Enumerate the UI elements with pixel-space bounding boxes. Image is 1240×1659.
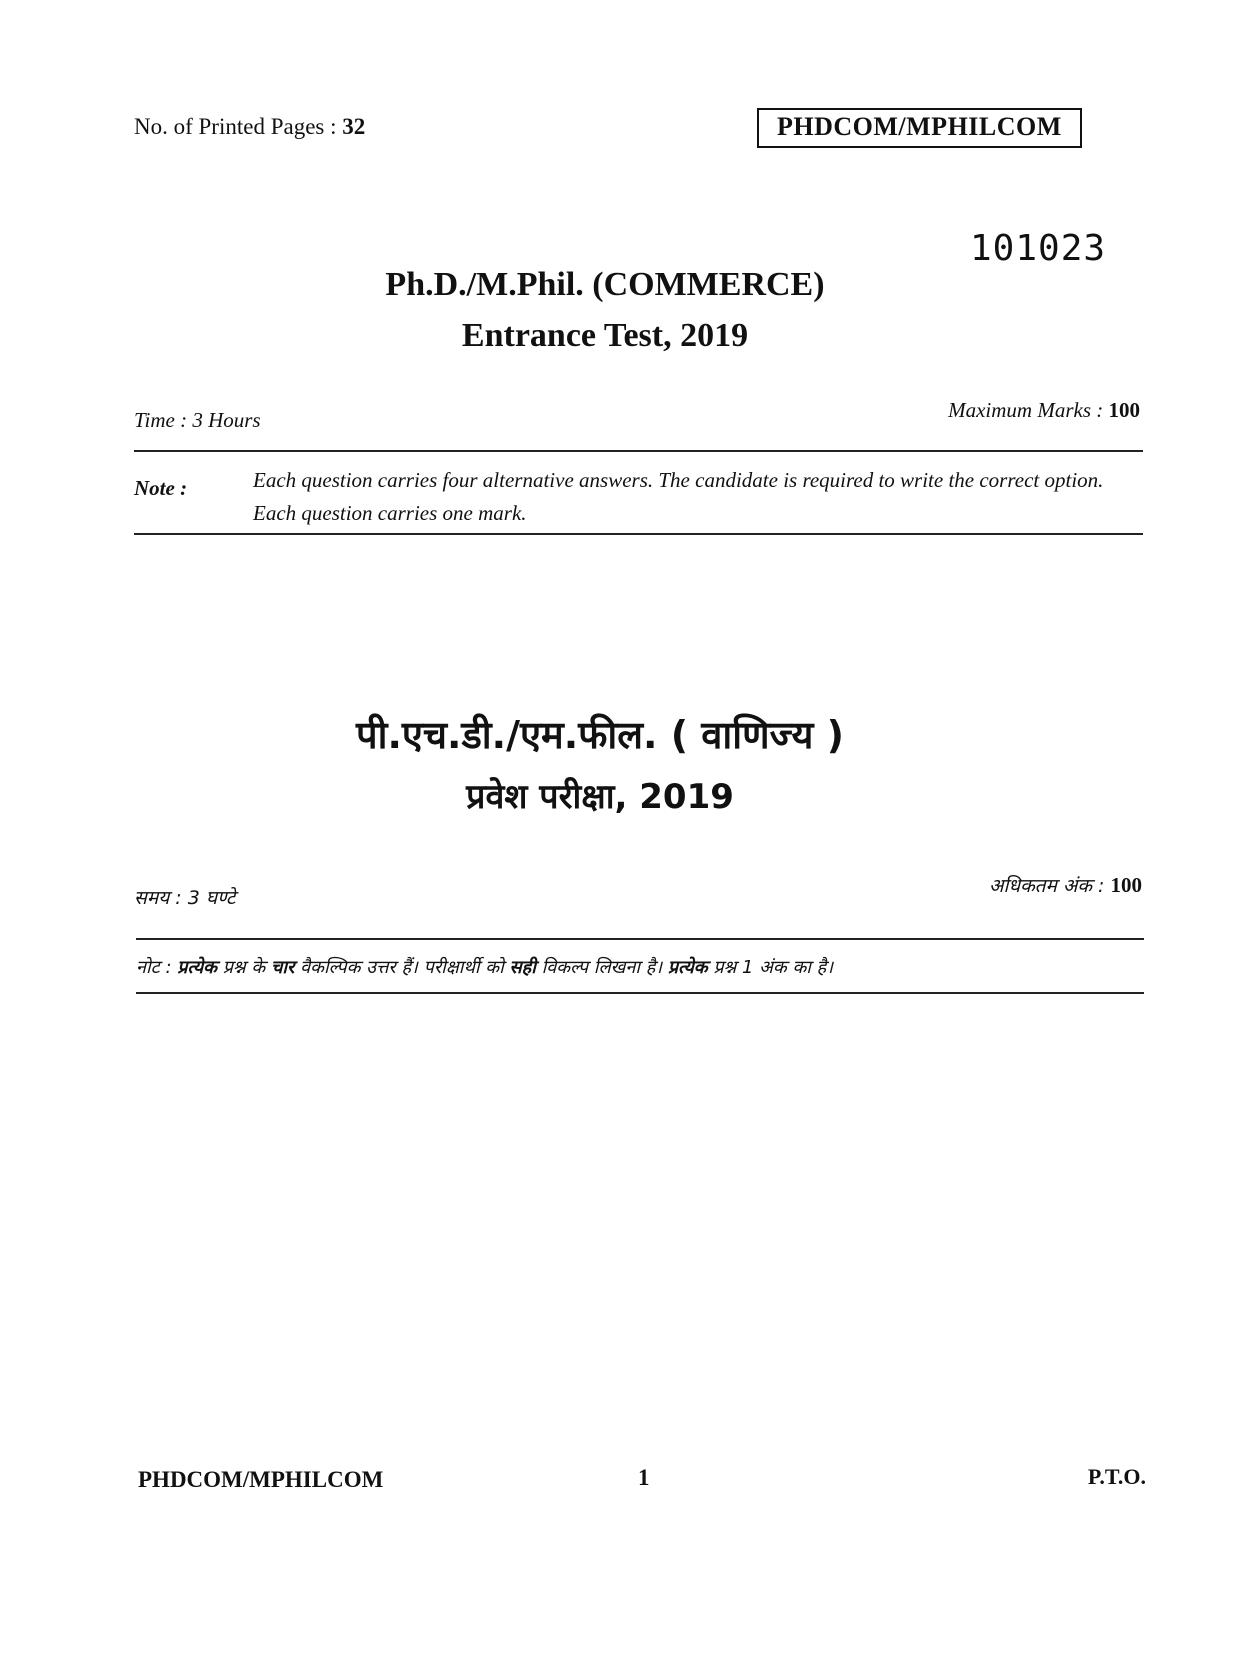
hindi-max-marks-value: 100 bbox=[1110, 873, 1142, 897]
printed-pages-value: 32 bbox=[342, 114, 366, 139]
english-note-bottom-rule bbox=[134, 533, 1143, 535]
hindi-note-part2: प्रश्न के bbox=[216, 957, 271, 978]
english-note-text: Each question carries four alternative answers. The candidate is required to write the correct option. Each question carries one mark. bbox=[253, 468, 1104, 525]
english-max-marks-value: 100 bbox=[1108, 398, 1140, 422]
hindi-note-bottom-rule bbox=[136, 992, 1144, 994]
hindi-title-line1: पी.एच.डी./एम.फील. ( वाणिज्य ) bbox=[356, 713, 844, 757]
footer-paper-code: PHDCOM/MPHILCOM bbox=[138, 1467, 384, 1492]
english-title-line1: Ph.D./M.Phil. (COMMERCE) bbox=[385, 266, 825, 303]
hindi-note bbox=[136, 955, 833, 979]
hindi-note-part4: वैकल्पिक उत्तर हैं। परीक्षार्थी को bbox=[294, 957, 510, 978]
hindi-note-part1: प्रत्येक bbox=[177, 957, 217, 978]
hindi-time: समय : 3 घण्टे bbox=[134, 887, 236, 909]
hindi-max-marks bbox=[989, 872, 1142, 898]
english-time: Time : 3 Hours bbox=[134, 408, 261, 432]
hindi-note-part8: प्रश्न 1 अंक का है। bbox=[707, 957, 834, 978]
english-note-top-rule bbox=[134, 450, 1143, 452]
hindi-note-part5: सही bbox=[509, 957, 536, 978]
footer-pto: P.T.O. bbox=[1087, 1464, 1146, 1489]
hindi-note-part6: विकल्प लिखना है। bbox=[535, 957, 668, 978]
hindi-max-marks-label: अधिकतम अंक : bbox=[988, 875, 1111, 897]
english-max-marks-label: Maximum Marks : bbox=[948, 398, 1109, 422]
serial-number: 101023 bbox=[970, 228, 1107, 269]
hindi-note-part7: प्रत्येक bbox=[667, 957, 708, 978]
hindi-note-top-rule bbox=[136, 938, 1144, 940]
hindi-note-label: नोट : bbox=[136, 957, 178, 978]
printed-pages-info bbox=[134, 114, 365, 140]
paper-code-box: PHDCOM/MPHILCOM bbox=[757, 108, 1082, 148]
printed-pages-label: No. of Printed Pages : bbox=[134, 114, 343, 139]
hindi-note-part3: चार bbox=[270, 957, 295, 978]
english-max-marks bbox=[948, 398, 1140, 423]
english-note-label: Note : bbox=[134, 476, 188, 500]
footer-page-number: 1 bbox=[638, 1465, 650, 1490]
english-title-line2: Entrance Test, 2019 bbox=[461, 317, 749, 354]
hindi-title-line2: प्रवेश परीक्षा, 2019 bbox=[466, 777, 734, 817]
